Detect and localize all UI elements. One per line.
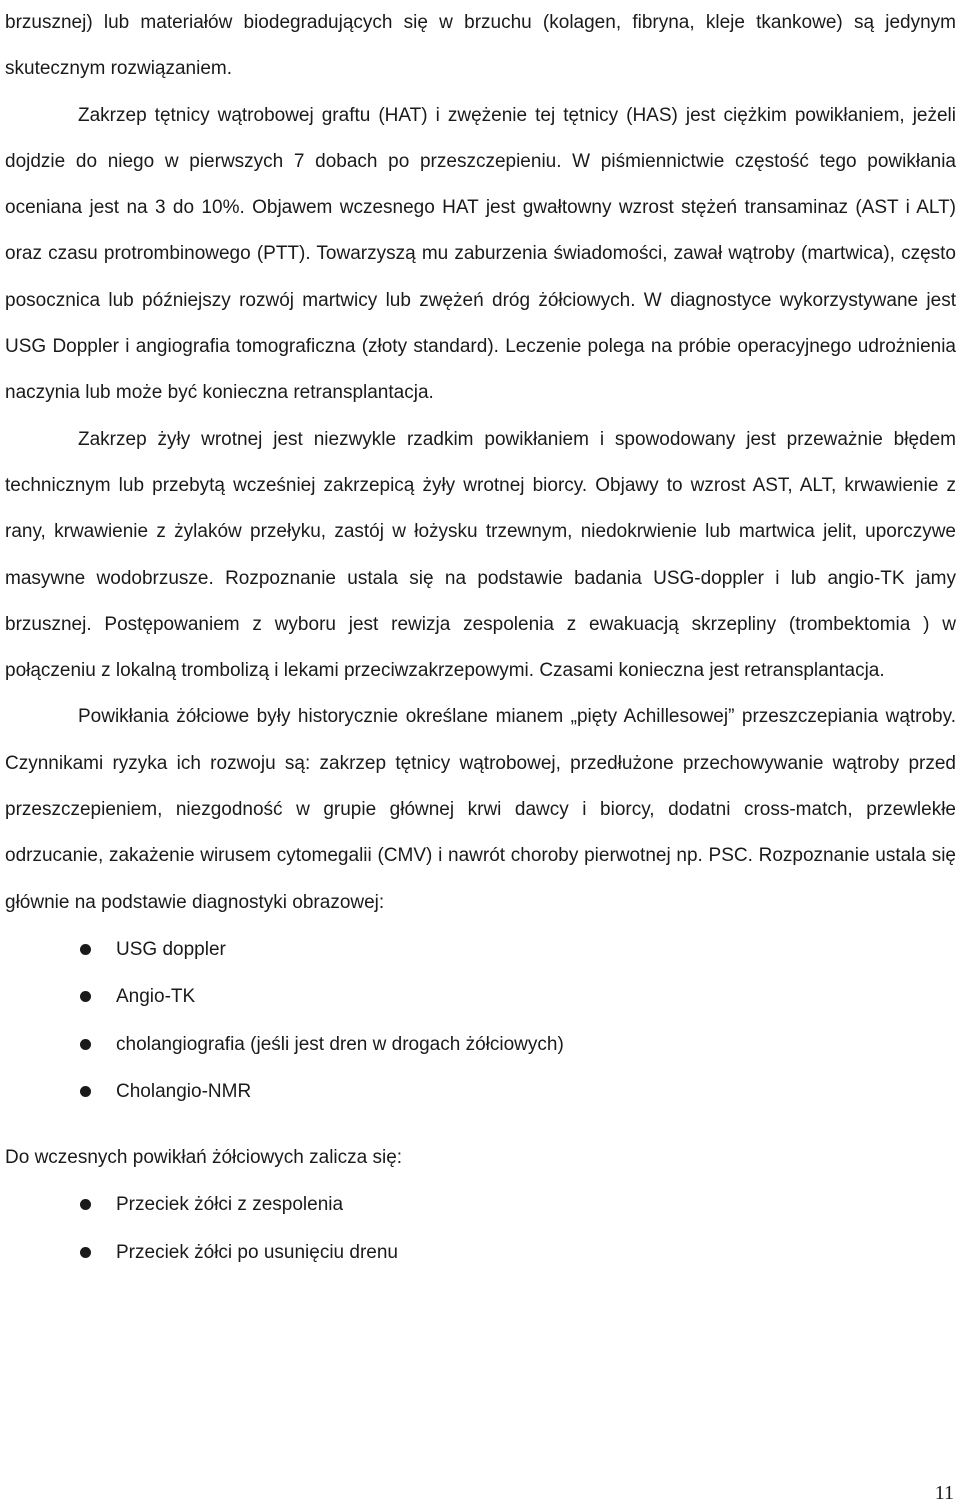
list-item-text: Przeciek żółci z zespolenia xyxy=(116,1194,344,1216)
diagnostics-list xyxy=(5,926,956,1116)
list-item-text: Angio-TK xyxy=(116,986,196,1008)
bullet-icon xyxy=(80,1086,91,1097)
paragraph-portal-vein-thrombosis: Zakrzep żyły wrotnej jest niezwykle rzadkim powikłaniem i spowodowany jest przeważnie błędem technicznym lub przebytą wcześniej zakrzepicą żyły wrotnej biorcy. Objawy to wzrost AST, ALT, krwawienie z rany, krwawienie z żylaków przełyku, zastój w łożysku trzewnym, niedokrwienie lub martwica jelit, uporczywe masywne wodobrzusze. Rozpoznanie ustala się na podstawie badania USG-doppler i lub angio-TK jamy brzusznej. Postępowaniem z wyboru jest rewizja zespolenia z ewakuacją skrzepliny (trombektomia ) w połączeniu z lokalną trombolizą i lekami przeciwzakrzepowymi. Czasami konieczna jest retransplantacja. xyxy=(5,428,956,682)
document-page xyxy=(5,0,956,1276)
list-item xyxy=(5,1181,956,1229)
list-item-text: cholangiografia (jeśli jest dren w drogach żółciowych) xyxy=(116,1033,564,1055)
list-item-text: USG doppler xyxy=(116,938,226,960)
paragraph-biliary-complications: Powikłania żółciowe były historycznie określane mianem „pięty Achillesowej” przeszczepiania wątroby. Czynnikami ryzyka ich rozwoju są: zakrzep tętnicy wątrobowej, przedłużone przechowywanie wątroby przed przeszczepieniem, niezgodność w grupie głównej krwi dawcy i biorcy, dodatni cross-match, przewlekłe odrzucanie, zakażenie wirusem cytomegalii (CMV) i nawrót choroby pierwotnej np. PSC. Rozpoznanie ustala się głównie na podstawie diagnostyki obrazowej: xyxy=(5,706,956,913)
bullet-icon xyxy=(80,1199,91,1210)
list-item-text: Przeciek żółci po usunięciu drenu xyxy=(116,1241,398,1263)
bullet-icon xyxy=(80,1039,91,1050)
bullet-icon xyxy=(80,991,91,1002)
list-item xyxy=(5,973,956,1021)
list-item xyxy=(5,926,956,974)
early-complications-intro: Do wczesnych powikłań żółciowych zalicza się: xyxy=(5,1146,403,1168)
list-item xyxy=(5,1021,956,1069)
page-number: 11 xyxy=(934,1482,954,1504)
list-item-text: Cholangio-NMR xyxy=(116,1081,252,1103)
bullet-icon xyxy=(80,1247,91,1258)
paragraph-wound-closure: brzusznej) lub materiałów biodegradujących się w brzuchu (kolagen, fibryna, kleje tkankowe) są jedynym skutecznym rozwiązaniem. xyxy=(5,12,956,80)
list-item xyxy=(5,1229,956,1277)
paragraph-hepatic-artery-thrombosis: Zakrzep tętnicy wątrobowej graftu (HAT) i zwężenie tej tętnicy (HAS) jest ciężkim powikłaniem, jeżeli dojdzie do niego w pierwszych 7 dobach po przeszczepieniu. W piśmiennictwie częstość tego powikłania oceniana jest na 3 do 10%. Objawem wczesnego HAT jest gwałtowny wzrost stężeń transaminaz (AST i ALT) oraz czasu protrombinowego (PTT). Towarzyszą mu zaburzenia świadomości, zawał wątroby (martwica), często posocznica lub późniejszy rozwój martwicy lub zwężeń dróg żółciowych. W diagnostyce wykorzystywane jest USG Doppler i angiografia tomograficzna (złoty standard). Leczenie polega na próbie operacyjnego udrożnienia naczynia lub może być konieczna retransplantacja. xyxy=(5,104,956,404)
bullet-icon xyxy=(80,944,91,955)
early-complications-list xyxy=(5,1181,956,1276)
list-item xyxy=(5,1068,956,1116)
